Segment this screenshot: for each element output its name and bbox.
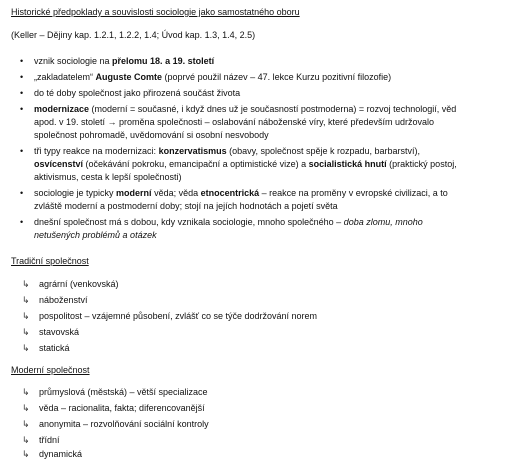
- bullet-continuation: [34, 159, 457, 170]
- bullet-text: – reakce na proměny v evropské civilizaci, a to: [259, 188, 448, 198]
- arrow-bullet-icon: ↳: [22, 279, 30, 289]
- list-item: třídní: [39, 435, 60, 445]
- bold-text: přelomu 18. a 19. století: [112, 56, 215, 66]
- bullet-continuation: apod. v 19. století → proměna společnosti – oslabování náboženské víry, které především udržovalo: [34, 117, 435, 127]
- references-line: (Keller – Dějiny kap. 1.2.1, 1.2.2, 1.4; Úvod kap. 1.3, 1.4, 2.5): [11, 30, 256, 40]
- arrow-bullet-icon: ↳: [22, 403, 30, 413]
- list-item: stavovská: [39, 327, 80, 337]
- bullet-continuation: aktivismus, cesta k lepší společnosti): [34, 172, 182, 182]
- bullet-icon: •: [20, 146, 24, 156]
- document-title: Historické předpoklady a souvislosti sociologie jako samostatného oboru: [11, 7, 300, 17]
- bullet-text: „zakladatelem“: [34, 72, 96, 82]
- arrow-bullet-icon: ↳: [22, 419, 30, 429]
- list-item: průmyslová (městská) – větší specializace: [39, 387, 208, 397]
- bold-text: socialistická hnutí: [308, 159, 387, 169]
- bold-text: etnocentrická: [200, 188, 260, 198]
- bullet-item-reactions: [34, 146, 420, 157]
- arrow-bullet-icon: ↳: [22, 435, 30, 445]
- bullet-icon: •: [20, 217, 24, 227]
- bullet-text: věda; věda: [151, 188, 201, 198]
- bullet-item-before: [34, 88, 240, 99]
- bullet-item-founder: [34, 72, 391, 83]
- bullet-text: tři typy reakce na modernizaci:: [34, 146, 159, 156]
- bullet-continuation: [34, 230, 157, 241]
- arrow-bullet-icon: ↳: [22, 449, 30, 459]
- bullet-text: (obavy, společnost spěje k rozpadu, barbarství),: [226, 146, 421, 156]
- bullet-icon: •: [20, 88, 24, 98]
- bullet-icon: •: [20, 188, 24, 198]
- bullet-continuation: společnost pohromadě, uvědomování si osobní nesvobody: [34, 130, 269, 140]
- italic-text: netušených problémů a otázek: [34, 230, 157, 240]
- bullet-text: (moderní = současné, i když dnes už je současností postmoderna) = rozvoj technologií, věd: [89, 104, 457, 114]
- bullet-text: dnešní společnost má s dobou, kdy vznikala sociologie, mnoho společného –: [34, 217, 344, 227]
- bullet-text: (praktický postoj,: [386, 159, 457, 169]
- bullet-text: (poprvé použil název – 47. lekce Kurzu pozitivní filozofie): [162, 72, 392, 82]
- section-heading-traditional: Tradiční společnost: [11, 256, 89, 266]
- list-item: věda – racionalita, fakta; diferencovanější: [39, 403, 205, 413]
- list-item: agrární (venkovská): [39, 279, 119, 289]
- bullet-icon: •: [20, 56, 24, 66]
- section-heading-modern: Moderní společnost: [11, 365, 90, 375]
- arrow-bullet-icon: ↳: [22, 343, 30, 353]
- arrow-bullet-icon: ↳: [22, 295, 30, 305]
- list-item: statická: [39, 343, 70, 353]
- bullet-icon: •: [20, 72, 24, 82]
- bullet-continuation: zvláště moderní a postmoderní doby; stojí na jejích hodnotách a pojetí světa: [34, 201, 338, 211]
- list-item: anonymita – rozvolňování sociální kontroly: [39, 419, 209, 429]
- bold-text: konzervatismus: [158, 146, 227, 156]
- list-item: pospolitost – vzájemné působení, zvlášť co se týče dodržování norem: [39, 311, 318, 321]
- bullet-text: do té doby společnost jako přirozená součást života: [34, 88, 241, 98]
- bullet-item-origin: [34, 56, 214, 67]
- bold-text: modernizace: [34, 104, 90, 114]
- bullet-text: sociologie je typicky: [34, 188, 117, 198]
- bullet-text: vznik sociologie na: [34, 56, 113, 66]
- bold-text: osvícenství: [34, 159, 84, 169]
- bullet-text: (očekávání pokroku, emancipační a optimistické vize) a: [83, 159, 309, 169]
- bullet-item-today: [34, 217, 423, 228]
- arrow-bullet-icon: ↳: [22, 327, 30, 337]
- list-item: dynamická: [39, 449, 83, 459]
- bold-text: Auguste Comte: [95, 72, 163, 82]
- arrow-bullet-icon: ↳: [22, 311, 30, 321]
- bold-text: moderní: [116, 188, 152, 198]
- bullet-item-modern-science: [34, 188, 448, 199]
- arrow-bullet-icon: ↳: [22, 387, 30, 397]
- italic-text: doba zlomu, mnoho: [343, 217, 423, 227]
- bullet-item-modernization: [34, 104, 456, 115]
- list-item: náboženství: [39, 295, 88, 305]
- bullet-icon: •: [20, 104, 24, 114]
